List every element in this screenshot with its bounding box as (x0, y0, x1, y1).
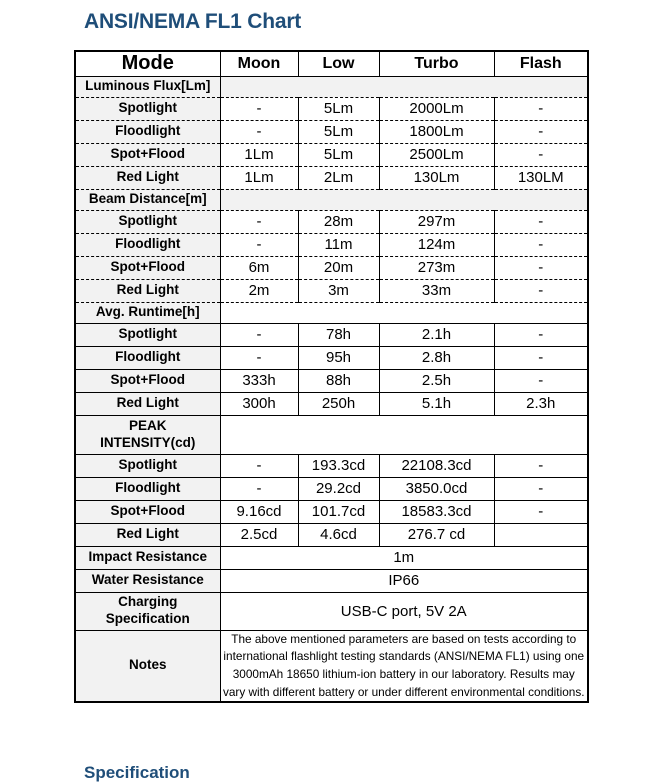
value-cell: - (494, 454, 588, 477)
value-cell: - (220, 477, 298, 500)
table-row (75, 323, 588, 346)
table-row (75, 143, 588, 166)
value-cell: 11m (298, 233, 379, 256)
row-label: Floodlight (75, 346, 220, 369)
value-cell: 2.8h (379, 346, 494, 369)
fl1-chart-table (74, 50, 589, 703)
value-cell: 22108.3cd (379, 454, 494, 477)
value-cell: 9.16cd (220, 500, 298, 523)
value-cell: 5Lm (298, 97, 379, 120)
value-cell: - (494, 210, 588, 233)
table-row (75, 256, 588, 279)
value-cell: 29.2cd (298, 477, 379, 500)
row-label: Floodlight (75, 233, 220, 256)
value-cell: - (220, 454, 298, 477)
section-label: Luminous Flux[Lm] (75, 76, 220, 97)
value-cell: 5Lm (298, 120, 379, 143)
value-cell: 88h (298, 369, 379, 392)
spec-value: IP66 (220, 569, 588, 592)
value-cell: 2.5h (379, 369, 494, 392)
row-label: Red Light (75, 166, 220, 189)
value-cell: 3m (298, 279, 379, 302)
section-span (220, 415, 588, 454)
section-header-row (75, 415, 588, 454)
spec-value: 1m (220, 546, 588, 569)
value-cell: 250h (298, 392, 379, 415)
page-title: ANSI/NEMA FL1 Chart (84, 10, 302, 33)
table-row (75, 392, 588, 415)
spec-label: Water Resistance (75, 569, 220, 592)
value-cell: 1Lm (220, 166, 298, 189)
value-cell: 276.7 cd (379, 523, 494, 546)
value-cell: - (494, 500, 588, 523)
value-cell: 130Lm (379, 166, 494, 189)
section-label: Beam Distance[m] (75, 189, 220, 210)
value-cell: - (494, 279, 588, 302)
value-cell: 193.3cd (298, 454, 379, 477)
spec-row (75, 569, 588, 592)
section-span (220, 76, 588, 97)
table-row (75, 346, 588, 369)
value-cell: 2500Lm (379, 143, 494, 166)
spec-label: Impact Resistance (75, 546, 220, 569)
section-header-row (75, 76, 588, 97)
value-cell: - (494, 97, 588, 120)
table-row (75, 166, 588, 189)
col-header-mode: Mode (75, 51, 220, 76)
value-cell: - (220, 97, 298, 120)
section-header-row (75, 189, 588, 210)
row-label: Spotlight (75, 323, 220, 346)
table-row (75, 120, 588, 143)
value-cell: 6m (220, 256, 298, 279)
value-cell: 95h (298, 346, 379, 369)
value-cell: 3850.0cd (379, 477, 494, 500)
value-cell: - (220, 346, 298, 369)
value-cell (494, 523, 588, 546)
value-cell: 130LM (494, 166, 588, 189)
table-row (75, 279, 588, 302)
table-header-row (75, 51, 588, 76)
row-label: Spot+Flood (75, 143, 220, 166)
value-cell: - (494, 233, 588, 256)
value-cell: 297m (379, 210, 494, 233)
table-row (75, 454, 588, 477)
table-row (75, 523, 588, 546)
value-cell: 28m (298, 210, 379, 233)
row-label: Spotlight (75, 210, 220, 233)
value-cell: 273m (379, 256, 494, 279)
col-header-moon: Moon (220, 51, 298, 76)
spec-label: Charging Specification (75, 592, 220, 630)
value-cell: 2.3h (494, 392, 588, 415)
value-cell: 2m (220, 279, 298, 302)
row-label: Spot+Flood (75, 369, 220, 392)
value-cell: 2Lm (298, 166, 379, 189)
row-label: Red Light (75, 279, 220, 302)
row-label: Red Light (75, 523, 220, 546)
row-label: Floodlight (75, 120, 220, 143)
value-cell: - (494, 369, 588, 392)
value-cell: - (220, 210, 298, 233)
value-cell: 78h (298, 323, 379, 346)
value-cell: 333h (220, 369, 298, 392)
value-cell: - (494, 323, 588, 346)
value-cell: 124m (379, 233, 494, 256)
section-label: Avg. Runtime[h] (75, 302, 220, 323)
value-cell: - (220, 233, 298, 256)
partial-heading: Specification (84, 763, 190, 782)
spec-row (75, 546, 588, 569)
value-cell: 5Lm (298, 143, 379, 166)
value-cell: - (220, 323, 298, 346)
section-span (220, 302, 588, 323)
row-label: Spotlight (75, 454, 220, 477)
row-label: Floodlight (75, 477, 220, 500)
value-cell: - (494, 143, 588, 166)
value-cell: 2000Lm (379, 97, 494, 120)
table-body (75, 76, 588, 702)
spec-row (75, 592, 588, 630)
col-header-low: Low (298, 51, 379, 76)
spec-label: Notes (75, 630, 220, 702)
col-header-flash: Flash (494, 51, 588, 76)
row-label: Spot+Flood (75, 256, 220, 279)
table-header (75, 51, 588, 76)
value-cell: - (494, 256, 588, 279)
value-cell: 2.1h (379, 323, 494, 346)
value-cell: 1Lm (220, 143, 298, 166)
value-cell: - (494, 346, 588, 369)
row-label: Spotlight (75, 97, 220, 120)
value-cell: 20m (298, 256, 379, 279)
table-row (75, 369, 588, 392)
table-row (75, 233, 588, 256)
section-header-row (75, 302, 588, 323)
value-cell: 1800Lm (379, 120, 494, 143)
value-cell: 101.7cd (298, 500, 379, 523)
value-cell: - (494, 120, 588, 143)
table-row (75, 210, 588, 233)
value-cell: 4.6cd (298, 523, 379, 546)
notes-text: The above mentioned parameters are based on tests according to international flashlight testing standards (ANSI/NEMA FL1) using one 3000mAh 18650 lithium-ion battery in our laboratory. Results may vary with different battery or under different environmental conditions. (220, 630, 588, 702)
spec-row (75, 630, 588, 702)
value-cell: 18583.3cd (379, 500, 494, 523)
table-row (75, 500, 588, 523)
table-row (75, 477, 588, 500)
table-row (75, 97, 588, 120)
row-label: Red Light (75, 392, 220, 415)
value-cell: 300h (220, 392, 298, 415)
value-cell: - (220, 120, 298, 143)
value-cell: 5.1h (379, 392, 494, 415)
spec-value: USB-C port, 5V 2A (220, 592, 588, 630)
value-cell: - (494, 477, 588, 500)
value-cell: 2.5cd (220, 523, 298, 546)
section-span (220, 189, 588, 210)
value-cell: 33m (379, 279, 494, 302)
col-header-turbo: Turbo (379, 51, 494, 76)
section-label: PEAK INTENSITY(cd) (75, 415, 220, 454)
row-label: Spot+Flood (75, 500, 220, 523)
